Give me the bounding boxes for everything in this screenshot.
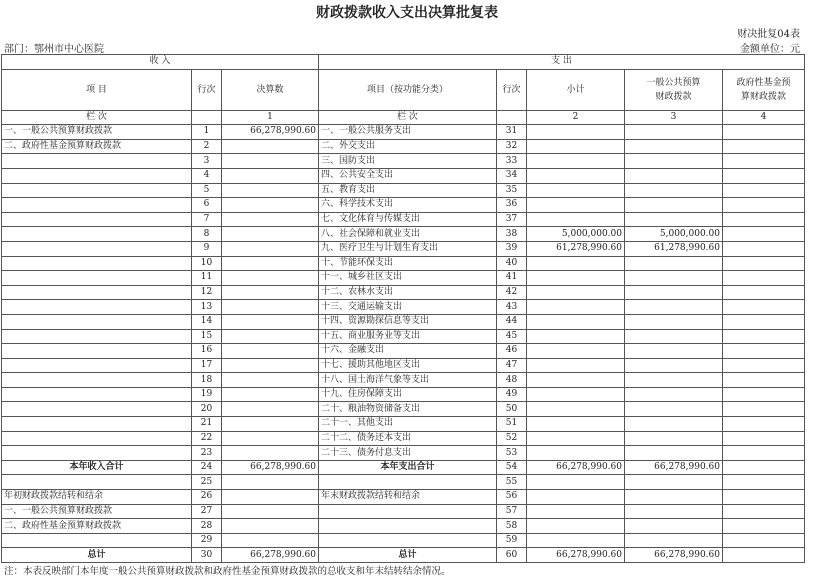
- gov-fund-amount: [723, 475, 805, 490]
- income-header: 收 入: [2, 55, 319, 70]
- expense-item: 三、国防支出: [319, 154, 497, 169]
- income-row-no: 18: [192, 373, 222, 388]
- item-header: 项 目: [2, 69, 192, 110]
- income-item: [2, 358, 192, 373]
- table-row: [2, 504, 805, 519]
- expense-row-no: 34: [497, 168, 527, 183]
- subtotal-amount: [527, 519, 625, 534]
- income-item: [2, 212, 192, 227]
- income-row-no: 16: [192, 344, 222, 359]
- expense-row-no: 36: [497, 198, 527, 213]
- income-item: [2, 344, 192, 359]
- gov-fund-amount: [723, 387, 805, 402]
- subtotal-amount: [527, 358, 625, 373]
- income-item: [2, 168, 192, 183]
- income-amount: [222, 241, 319, 256]
- table-row: [2, 256, 805, 271]
- income-item: [2, 387, 192, 402]
- expense-item: 十、节能环保支出: [319, 256, 497, 271]
- general-budget-amount: [625, 533, 723, 548]
- subtotal-header: 小计: [527, 69, 625, 110]
- gov-fund-amount: [723, 300, 805, 315]
- expense-item: 七、文化体育与传媒支出: [319, 212, 497, 227]
- income-amount: [222, 373, 319, 388]
- income-item: [2, 417, 192, 432]
- subtotal-amount: [527, 446, 625, 461]
- table-row: [2, 168, 805, 183]
- general-budget-amount: [625, 183, 723, 198]
- subtotal-amount: [527, 314, 625, 329]
- final-amount-header: 决算数: [222, 69, 319, 110]
- expense-row-no: 59: [497, 533, 527, 548]
- expense-row-no: 60: [497, 548, 527, 563]
- expense-item: 总计: [319, 548, 497, 563]
- income-item: [2, 533, 192, 548]
- table-row: [2, 344, 805, 359]
- income-amount: [222, 402, 319, 417]
- general-budget-amount: 61,278,990.60: [625, 241, 723, 256]
- income-amount: [222, 490, 319, 505]
- gov-fund-amount: [723, 285, 805, 300]
- income-item: [2, 431, 192, 446]
- subtotal-amount: [527, 154, 625, 169]
- expense-row-no: 44: [497, 314, 527, 329]
- income-amount: [222, 212, 319, 227]
- table-row: [2, 373, 805, 388]
- general-budget-amount: [625, 358, 723, 373]
- subtotal-amount: [527, 183, 625, 198]
- income-row-no: 1: [192, 125, 222, 140]
- income-row-no: 11: [192, 271, 222, 286]
- gov-fund-amount: [723, 548, 805, 563]
- expense-row-no: 48: [497, 373, 527, 388]
- unit-label: 金额单位：元: [740, 44, 800, 55]
- general-budget-amount: [625, 300, 723, 315]
- expense-item: 五、教育支出: [319, 183, 497, 198]
- general-budget-amount: [625, 329, 723, 344]
- column-label: 栏 次: [319, 110, 497, 125]
- form-number: 财决批复04表: [737, 29, 800, 40]
- income-row-no: 20: [192, 402, 222, 417]
- expense-item: [319, 475, 497, 490]
- expense-item: 二十三、债务付息支出: [319, 446, 497, 461]
- income-row-no: 7: [192, 212, 222, 227]
- income-row-no: 4: [192, 168, 222, 183]
- subtotal-amount: [527, 373, 625, 388]
- income-amount: [222, 387, 319, 402]
- income-amount: [222, 314, 319, 329]
- gov-fund-amount: [723, 314, 805, 329]
- subtotal-amount: [527, 417, 625, 432]
- income-row-no: 9: [192, 241, 222, 256]
- general-budget-amount: [625, 198, 723, 213]
- expense-row-no: 38: [497, 227, 527, 242]
- subtotal-amount: [527, 402, 625, 417]
- table-row: [2, 358, 805, 373]
- expense-item: 八、社会保障和就业支出: [319, 227, 497, 242]
- general-budget-amount: [625, 256, 723, 271]
- table-row: [2, 533, 805, 548]
- subtotal-amount: [527, 168, 625, 183]
- general-budget-amount: [625, 314, 723, 329]
- expense-row-no: 35: [497, 183, 527, 198]
- table-row: [2, 519, 805, 534]
- income-row-no: 8: [192, 227, 222, 242]
- table-row: [2, 460, 805, 475]
- expense-row-no: 37: [497, 212, 527, 227]
- income-item: [2, 271, 192, 286]
- income-item: 一、一般公共预算财政拨款: [2, 504, 192, 519]
- expense-item: 本年支出合计: [319, 460, 497, 475]
- expense-item: 十四、资源勘探信息等支出: [319, 314, 497, 329]
- income-row-no: 25: [192, 475, 222, 490]
- general-budget-amount: 66,278,990.60: [625, 548, 723, 563]
- subtotal-amount: [527, 139, 625, 154]
- gov-fund-amount: [723, 519, 805, 534]
- income-item: [2, 446, 192, 461]
- income-row-no: 12: [192, 285, 222, 300]
- expense-row-no: 54: [497, 460, 527, 475]
- gov-fund-amount: [723, 168, 805, 183]
- general-budget-amount: [625, 519, 723, 534]
- income-row-no: 6: [192, 198, 222, 213]
- general-budget-amount: [625, 417, 723, 432]
- general-budget-amount: [625, 154, 723, 169]
- general-budget-amount: [625, 431, 723, 446]
- gov-fund-amount: [723, 256, 805, 271]
- gov-fund-amount: [723, 271, 805, 286]
- subtotal-amount: [527, 533, 625, 548]
- income-item: [2, 285, 192, 300]
- table-row: [2, 183, 805, 198]
- gov-fund-amount: [723, 154, 805, 169]
- general-budget-amount: [625, 490, 723, 505]
- income-amount: [222, 504, 319, 519]
- gov-fund-amount: [723, 344, 805, 359]
- general-budget-amount: [625, 402, 723, 417]
- col-number: 1: [222, 110, 319, 125]
- expense-row-no: 53: [497, 446, 527, 461]
- expense-row-no: 56: [497, 490, 527, 505]
- income-item: 本年收入合计: [2, 460, 192, 475]
- page-title: 财政拨款收入支出决算批复表: [316, 5, 498, 21]
- income-amount: [222, 183, 319, 198]
- income-amount: [222, 519, 319, 534]
- subtotal-amount: [527, 285, 625, 300]
- general-budget-amount: [625, 387, 723, 402]
- income-row-no: 14: [192, 314, 222, 329]
- general-budget-amount: [625, 139, 723, 154]
- table-row: [2, 139, 805, 154]
- subtotal-amount: [527, 300, 625, 315]
- expense-row-no: 55: [497, 475, 527, 490]
- gov-fund-amount: [723, 446, 805, 461]
- gov-fund-header: 政府性基金预算财政拨款: [723, 69, 805, 110]
- expense-row-no: 49: [497, 387, 527, 402]
- gov-fund-amount: [723, 460, 805, 475]
- income-amount: 66,278,990.60: [222, 125, 319, 140]
- income-amount: [222, 446, 319, 461]
- income-item: 年初财政拨款结转和结余: [2, 490, 192, 505]
- table-row: [2, 314, 805, 329]
- table-row: [2, 490, 805, 505]
- income-amount: [222, 417, 319, 432]
- gov-fund-amount: [723, 431, 805, 446]
- income-item: 二、政府性基金预算财政拨款: [2, 519, 192, 534]
- row-no-header: 行次: [192, 69, 222, 110]
- gov-fund-amount: [723, 241, 805, 256]
- gov-fund-amount: [723, 417, 805, 432]
- general-budget-amount: [625, 285, 723, 300]
- table-row: [2, 446, 805, 461]
- gov-fund-amount: [723, 490, 805, 505]
- col-number: 2: [527, 110, 625, 125]
- subtotal-amount: [527, 256, 625, 271]
- table-row: [2, 271, 805, 286]
- income-amount: [222, 475, 319, 490]
- budget-table: [1, 54, 805, 563]
- gov-fund-amount: [723, 402, 805, 417]
- general-budget-amount: 5,000,000.00: [625, 227, 723, 242]
- expense-item: 九、医疗卫生与计划生育支出: [319, 241, 497, 256]
- subtotal-amount: 66,278,990.60: [527, 460, 625, 475]
- gov-fund-amount: [723, 125, 805, 140]
- table-row: [2, 300, 805, 315]
- table-row: [2, 212, 805, 227]
- table-row: [2, 227, 805, 242]
- expense-row-no: 33: [497, 154, 527, 169]
- expense-row-no: 50: [497, 402, 527, 417]
- income-amount: [222, 344, 319, 359]
- income-item: [2, 183, 192, 198]
- expense-item: 十九、住房保障支出: [319, 387, 497, 402]
- income-amount: [222, 227, 319, 242]
- expense-item: 十七、援助其他地区支出: [319, 358, 497, 373]
- table-row: [2, 548, 805, 563]
- general-budget-amount: [625, 373, 723, 388]
- expense-item: 一、一般公共服务支出: [319, 125, 497, 140]
- general-budget-amount: [625, 125, 723, 140]
- subtotal-amount: [527, 344, 625, 359]
- subtotal-amount: [527, 329, 625, 344]
- income-item: 二、政府性基金预算财政拨款: [2, 139, 192, 154]
- gov-fund-amount: [723, 212, 805, 227]
- expense-item: 年末财政拨款结转和结余: [319, 490, 497, 505]
- expense-item: 二、外交支出: [319, 139, 497, 154]
- expense-item: 六、科学技术支出: [319, 198, 497, 213]
- table-row: [2, 241, 805, 256]
- income-item: [2, 373, 192, 388]
- gov-fund-amount: [723, 329, 805, 344]
- table-row: [2, 125, 805, 140]
- income-row-no: 3: [192, 154, 222, 169]
- income-item: [2, 198, 192, 213]
- table-row: [2, 154, 805, 169]
- income-amount: [222, 533, 319, 548]
- subtotal-amount: 61,278,990.60: [527, 241, 625, 256]
- expense-item: [319, 533, 497, 548]
- gov-fund-amount: [723, 198, 805, 213]
- department-label: 部门：鄂州市中心医院: [4, 44, 104, 55]
- income-item: [2, 300, 192, 315]
- subtotal-amount: 5,000,000.00: [527, 227, 625, 242]
- income-amount: [222, 300, 319, 315]
- income-amount: [222, 168, 319, 183]
- income-amount: [222, 139, 319, 154]
- expense-item: 二十二、债务还本支出: [319, 431, 497, 446]
- income-amount: 66,278,990.60: [222, 460, 319, 475]
- row-no-header: 行次: [497, 69, 527, 110]
- expense-item: 十三、交通运输支出: [319, 300, 497, 315]
- subtotal-amount: [527, 431, 625, 446]
- income-row-no: 24: [192, 460, 222, 475]
- income-row-no: 21: [192, 417, 222, 432]
- item-func-header: 项目（按功能分类）: [319, 69, 497, 110]
- table-row: [2, 387, 805, 402]
- general-budget-amount: [625, 271, 723, 286]
- income-item: [2, 256, 192, 271]
- income-row-no: 17: [192, 358, 222, 373]
- income-row-no: 28: [192, 519, 222, 534]
- expense-row-no: 46: [497, 344, 527, 359]
- income-row-no: 30: [192, 548, 222, 563]
- subtotal-amount: 66,278,990.60: [527, 548, 625, 563]
- general-budget-amount: [625, 504, 723, 519]
- expense-row-no: 45: [497, 329, 527, 344]
- income-amount: [222, 358, 319, 373]
- expense-item: 十八、国土海洋气象等支出: [319, 373, 497, 388]
- income-item: 一、一般公共预算财政拨款: [2, 125, 192, 140]
- expense-row-no: 43: [497, 300, 527, 315]
- subtotal-amount: [527, 198, 625, 213]
- table-row: [2, 285, 805, 300]
- subtotal-amount: [527, 271, 625, 286]
- table-row: [2, 417, 805, 432]
- table-row: [2, 475, 805, 490]
- expense-row-no: 52: [497, 431, 527, 446]
- gov-fund-amount: [723, 227, 805, 242]
- income-row-no: 19: [192, 387, 222, 402]
- income-amount: [222, 431, 319, 446]
- expense-row-no: 47: [497, 358, 527, 373]
- expense-item: 十一、城乡社区支出: [319, 271, 497, 286]
- subtotal-amount: [527, 475, 625, 490]
- table-row: [2, 431, 805, 446]
- subtotal-amount: [527, 504, 625, 519]
- income-amount: [222, 329, 319, 344]
- footnote: 注：本表反映部门本年度一般公共预算财政拨款和政府性基金预算财政拨款的总收支和年末结转结余情况。: [4, 566, 451, 577]
- gov-fund-amount: [723, 504, 805, 519]
- expense-item: 二十、粮油物资储备支出: [319, 402, 497, 417]
- table-row: [2, 329, 805, 344]
- gov-fund-amount: [723, 358, 805, 373]
- gov-fund-amount: [723, 183, 805, 198]
- subtotal-amount: [527, 125, 625, 140]
- subtotal-amount: [527, 490, 625, 505]
- gov-fund-amount: [723, 533, 805, 548]
- general-budget-header: 一般公共预算财政拨款: [625, 69, 723, 110]
- income-item: [2, 329, 192, 344]
- income-amount: [222, 198, 319, 213]
- col-number: 4: [723, 110, 805, 125]
- income-item: [2, 154, 192, 169]
- income-amount: [222, 256, 319, 271]
- subtotal-amount: [527, 212, 625, 227]
- expense-item: [319, 504, 497, 519]
- expense-item: 四、公共安全支出: [319, 168, 497, 183]
- table-row: [2, 198, 805, 213]
- col-number: 3: [625, 110, 723, 125]
- income-row-no: 15: [192, 329, 222, 344]
- income-amount: 66,278,990.60: [222, 548, 319, 563]
- gov-fund-amount: [723, 373, 805, 388]
- income-amount: [222, 285, 319, 300]
- income-row-no: 22: [192, 431, 222, 446]
- column-label: 栏 次: [2, 110, 192, 125]
- income-row-no: 29: [192, 533, 222, 548]
- expense-row-no: 51: [497, 417, 527, 432]
- table-row: [2, 402, 805, 417]
- gov-fund-amount: [723, 139, 805, 154]
- income-item: [2, 402, 192, 417]
- income-row-no: 27: [192, 504, 222, 519]
- general-budget-amount: [625, 446, 723, 461]
- general-budget-amount: [625, 475, 723, 490]
- income-amount: [222, 154, 319, 169]
- expense-item: 十六、金融支出: [319, 344, 497, 359]
- expense-item: 十五、商业服务业等支出: [319, 329, 497, 344]
- expense-header: 支 出: [319, 55, 805, 70]
- expense-item: 十二、农林水支出: [319, 285, 497, 300]
- general-budget-amount: 66,278,990.60: [625, 460, 723, 475]
- expense-row-no: 57: [497, 504, 527, 519]
- income-row-no: 10: [192, 256, 222, 271]
- income-item: [2, 241, 192, 256]
- income-item: [2, 314, 192, 329]
- general-budget-amount: [625, 344, 723, 359]
- expense-row-no: 41: [497, 271, 527, 286]
- income-row-no: 13: [192, 300, 222, 315]
- income-item: 总计: [2, 548, 192, 563]
- expense-row-no: 42: [497, 285, 527, 300]
- income-item: [2, 475, 192, 490]
- income-row-no: 23: [192, 446, 222, 461]
- expense-row-no: 32: [497, 139, 527, 154]
- expense-row-no: 39: [497, 241, 527, 256]
- general-budget-amount: [625, 212, 723, 227]
- expense-row-no: 58: [497, 519, 527, 534]
- subtotal-amount: [527, 387, 625, 402]
- income-row-no: 2: [192, 139, 222, 154]
- income-row-no: 5: [192, 183, 222, 198]
- income-item: [2, 227, 192, 242]
- general-budget-amount: [625, 168, 723, 183]
- expense-row-no: 40: [497, 256, 527, 271]
- income-amount: [222, 271, 319, 286]
- expense-row-no: 31: [497, 125, 527, 140]
- expense-item: 二十一、其他支出: [319, 417, 497, 432]
- expense-item: [319, 519, 497, 534]
- income-row-no: 26: [192, 490, 222, 505]
